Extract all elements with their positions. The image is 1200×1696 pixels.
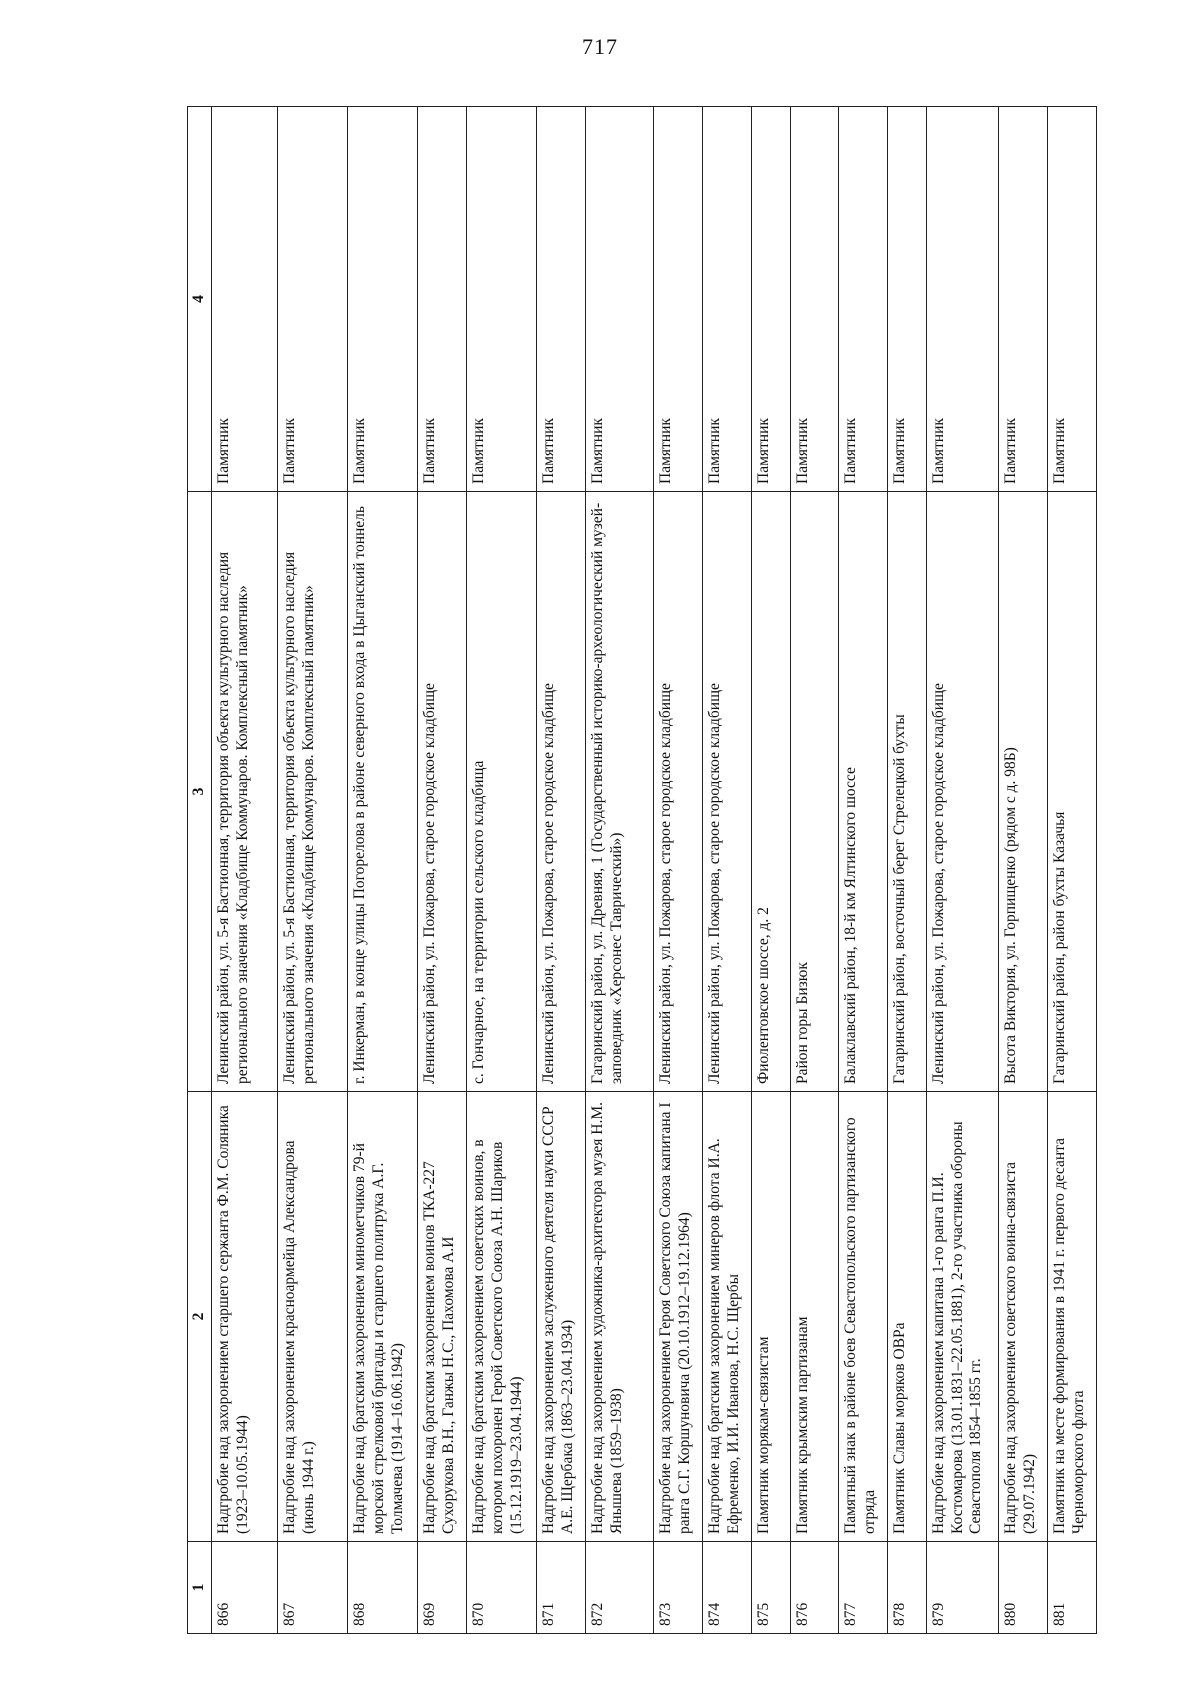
table-row xyxy=(654,107,703,1634)
object-name: Памятный знак в районе боев Севастопольского партизанского отряда xyxy=(839,1092,888,1542)
object-location: Гагаринский район, восточный берег Стрелецкой бухты xyxy=(888,492,926,1092)
row-number: 873 xyxy=(654,1542,703,1634)
object-name: Надгробие над захоронением заслуженного деятеля науки СССР А.Е. Щербака (1863–23.04.1934) xyxy=(537,1092,586,1542)
table-row xyxy=(277,107,347,1634)
object-location: Фиолентовское шоссе, д. 2 xyxy=(752,492,790,1092)
table-row xyxy=(888,107,926,1634)
table-row xyxy=(926,107,998,1634)
table-row xyxy=(586,107,654,1634)
object-name: Надгробие над захоронением художника-архитектора музея Н.М. Янышева (1859–1938) xyxy=(586,1092,654,1542)
object-type: Памятник xyxy=(926,107,998,492)
header-col-1: 1 xyxy=(188,1542,212,1634)
table-row xyxy=(790,107,839,1634)
object-name: Надгробие над захоронением капитана 1-го ранга П.И. Костомарова (13.01.1831–22.05.1881), 2-го участника обороны Севастополя 1854–1855 гг. xyxy=(926,1092,998,1542)
table-row xyxy=(999,107,1048,1634)
object-location: г. Инкерман, в конце улицы Погорелова в районе северного входа в Цыганский тоннель xyxy=(348,492,418,1092)
object-location: Ленинский район, ул. Пожарова, старое городское кладбище xyxy=(926,492,998,1092)
object-type: Памятник xyxy=(839,107,888,492)
header-col-3: 3 xyxy=(188,492,212,1092)
object-type: Памятник xyxy=(537,107,586,492)
table-row xyxy=(703,107,752,1634)
object-location: Гагаринский район, район бухты Казачья xyxy=(1047,492,1096,1092)
object-type: Памятник xyxy=(418,107,467,492)
object-type: Памятник xyxy=(467,107,537,492)
row-number: 871 xyxy=(537,1542,586,1634)
row-number: 881 xyxy=(1047,1542,1096,1634)
object-location: Балаклавский район, 18-й км Ялтинского шоссе xyxy=(839,492,888,1092)
table-row xyxy=(348,107,418,1634)
page-number: 717 xyxy=(582,34,618,59)
object-type: Памятник xyxy=(348,107,418,492)
object-name: Памятник на месте формирования в 1941 г. первого десанта Черноморского флота xyxy=(1047,1092,1096,1542)
table-row xyxy=(752,107,790,1634)
object-location: Ленинский район, ул. 5-я Бастионная, территория объекта культурного наследия регионального значения «Кладбище Коммунаров. Комплексный памятник» xyxy=(211,492,277,1092)
row-number: 869 xyxy=(418,1542,467,1634)
table-row xyxy=(467,107,537,1634)
object-type: Памятник xyxy=(211,107,277,492)
object-type: Памятник xyxy=(888,107,926,492)
object-name: Надгробие над братским захоронением минеров флота И.А. Ефременко, И.И. Иванова, Н.С. Щербы xyxy=(703,1092,752,1542)
row-number: 879 xyxy=(926,1542,998,1634)
row-number: 870 xyxy=(467,1542,537,1634)
object-name: Надгробие над братским захоронением воинов ТКА-227 Сухорукова В.Н., Ганжы Н.С., Пахомова А.И xyxy=(418,1092,467,1542)
object-type: Памятник xyxy=(586,107,654,492)
table-row xyxy=(211,107,277,1634)
object-name: Памятник крымским партизанам xyxy=(790,1092,839,1542)
object-type: Памятник xyxy=(277,107,347,492)
object-type: Памятник xyxy=(1047,107,1096,492)
row-number: 868 xyxy=(348,1542,418,1634)
object-name: Надгробие над братским захоронением минометчиков 79-й морской стрелковой бригады и старшего политрука А.Г. Толмачева (1914–16.06.1942) xyxy=(348,1092,418,1542)
object-location: Ленинский район, ул. Пожарова, старое городское кладбище xyxy=(418,492,467,1092)
object-location: Ленинский район, ул. Пожарова, старое городское кладбище xyxy=(537,492,586,1092)
row-number: 880 xyxy=(999,1542,1048,1634)
table-header-row xyxy=(188,107,212,1634)
object-location: Ленинский район, ул. Пожарова, старое городское кладбище xyxy=(654,492,703,1092)
object-location: Высота Виктория, ул. Горпищенко (рядом с д. 98Б) xyxy=(999,492,1048,1092)
object-name: Надгробие над захоронением Героя Советского Союза капитана I ранга С.Г. Коршуновича (20.10.1912–19.12.1964) xyxy=(654,1092,703,1542)
rotated-table-container xyxy=(187,107,1097,1634)
table-row xyxy=(537,107,586,1634)
row-number: 866 xyxy=(211,1542,277,1634)
object-type: Памятник xyxy=(752,107,790,492)
object-location: Ленинский район, ул. 5-я Бастионная, территория объекта культурного наследия регионального значения «Кладбище Коммунаров. Комплексный памятник» xyxy=(277,492,347,1092)
object-name: Надгробие над захоронением старшего сержанта Ф.М. Соляника (1923–10.05.1944) xyxy=(211,1092,277,1542)
object-type: Памятник xyxy=(999,107,1048,492)
object-location: Ленинский район, ул. Пожарова, старое городское кладбище xyxy=(703,492,752,1092)
object-type: Памятник xyxy=(790,107,839,492)
object-location: Гагаринский район, ул. Древняя, 1 (Государственный историко-археологический музей-заповедник «Херсонес Таврический») xyxy=(586,492,654,1092)
object-location: Район горы Бизюк xyxy=(790,492,839,1092)
registry-table xyxy=(187,106,1097,1634)
table-row xyxy=(1047,107,1096,1634)
row-number: 874 xyxy=(703,1542,752,1634)
object-name: Памятник морякам-связистам xyxy=(752,1092,790,1542)
object-location: с. Гончарное, на территории сельского кладбища xyxy=(467,492,537,1092)
object-type: Памятник xyxy=(703,107,752,492)
object-name: Надгробие над захоронением красноармейца Александрова (июнь 1944 г.) xyxy=(277,1092,347,1542)
object-name: Памятник Славы моряков ОВРа xyxy=(888,1092,926,1542)
row-number: 878 xyxy=(888,1542,926,1634)
row-number: 876 xyxy=(790,1542,839,1634)
object-name: Надгробие над братским захоронением советских воинов, в котором похоронен Герой Советского Союза А.Н. Шариков (15.12.1919–23.04.1944) xyxy=(467,1092,537,1542)
row-number: 867 xyxy=(277,1542,347,1634)
row-number: 875 xyxy=(752,1542,790,1634)
object-name: Надгробие над захоронением советского воина-связиста (29.07.1942) xyxy=(999,1092,1048,1542)
header-col-2: 2 xyxy=(188,1092,212,1542)
row-number: 872 xyxy=(586,1542,654,1634)
header-col-4: 4 xyxy=(188,107,212,492)
table-row xyxy=(418,107,467,1634)
object-type: Памятник xyxy=(654,107,703,492)
row-number: 877 xyxy=(839,1542,888,1634)
table-row xyxy=(839,107,888,1634)
